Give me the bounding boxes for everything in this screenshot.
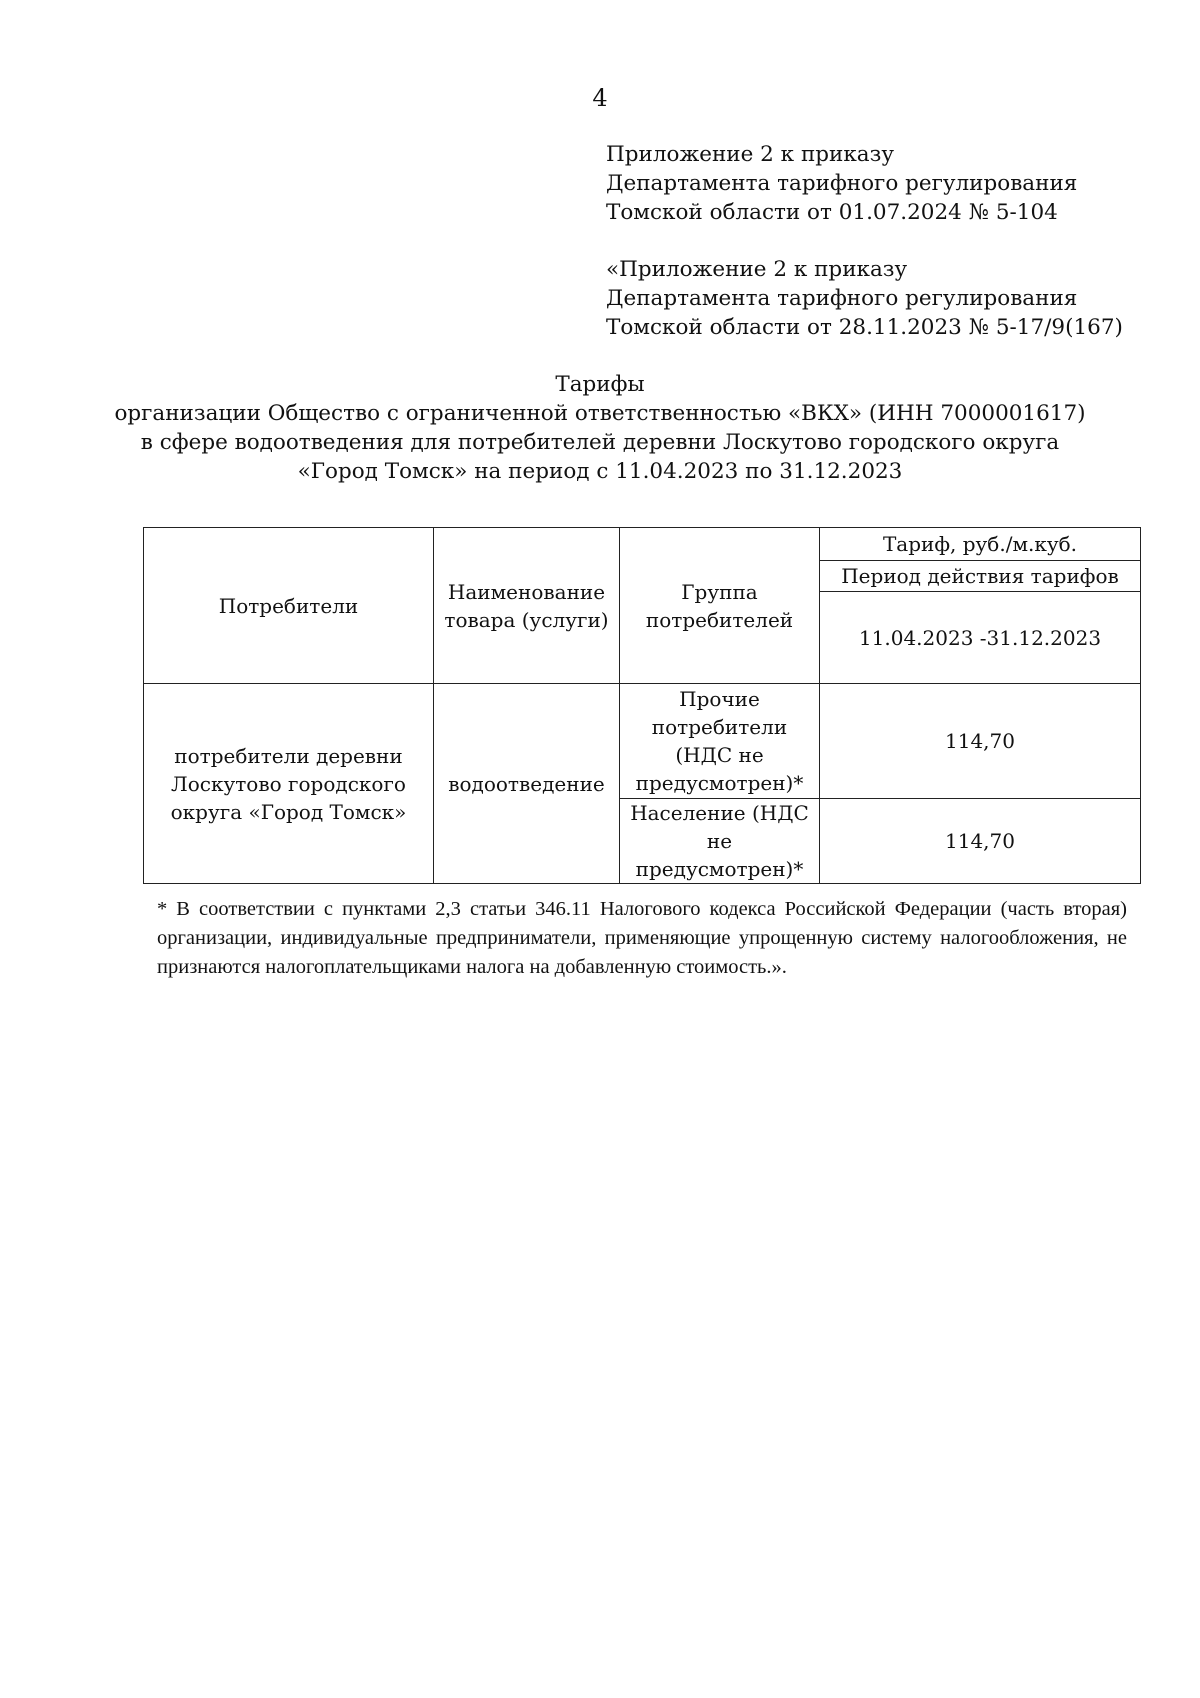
- cell-group: Население (НДС не предусмотрен)*: [620, 799, 820, 884]
- appendix-current-line3: Томской области от 01.07.2024 № 5-104: [606, 200, 1058, 225]
- cell-tariff: 114,70: [820, 684, 1141, 799]
- header-period-label: Период действия тарифов: [820, 561, 1141, 592]
- cell-consumers: потребители деревни Лоскутово городского округа «Город Томск»: [144, 684, 434, 884]
- appendix-current-line1: Приложение 2 к приказу: [606, 142, 895, 167]
- cell-group: Прочие потребители (НДС не предусмотрен)*: [620, 684, 820, 799]
- appendix-current-line2: Департамента тарифного регулирования: [606, 171, 1078, 196]
- header-group: Группа потребителей: [620, 528, 820, 684]
- title-line1: Тарифы: [555, 372, 645, 397]
- title-line2: организации Общество с ограниченной ответственностью «ВКХ» (ИНН 7000001617): [114, 401, 1086, 426]
- table-row: [144, 684, 1141, 799]
- header-tariff: Тариф, руб./м.куб.: [820, 528, 1141, 561]
- appendix-previous-line3: Томской области от 28.11.2023 № 5-17/9(167): [606, 315, 1123, 340]
- table-header-row: [144, 528, 1141, 561]
- document-title: [100, 370, 1100, 486]
- header-service: Наименование товара (услуги): [434, 528, 620, 684]
- header-consumers: Потребители: [144, 528, 434, 684]
- title-line4: «Город Томск» на период с 11.04.2023 по 31.12.2023: [297, 459, 903, 484]
- title-line3: в сфере водоотведения для потребителей деревни Лоскутово городского округа: [140, 430, 1060, 455]
- appendix-previous: [606, 255, 1123, 342]
- page-number: 4: [592, 84, 608, 112]
- footnote: * В соответствии с пунктами 2,3 статьи 346.11 Налогового кодекса Российской Федерации (часть вторая) организации, индивидуальные предприниматели, применяющие упрощенную систему налогообложения, не признаются налогоплательщиками налога на добавленную стоимость.».: [157, 898, 1127, 978]
- tariff-table: [143, 527, 1141, 884]
- cell-service: водоотведение: [434, 684, 620, 884]
- appendix-previous-line2: Департамента тарифного регулирования: [606, 286, 1078, 311]
- header-period: 11.04.2023 -31.12.2023: [820, 592, 1141, 684]
- appendix-previous-line1: «Приложение 2 к приказу: [606, 257, 908, 282]
- appendix-current: [606, 140, 1077, 227]
- cell-tariff: 114,70: [820, 799, 1141, 884]
